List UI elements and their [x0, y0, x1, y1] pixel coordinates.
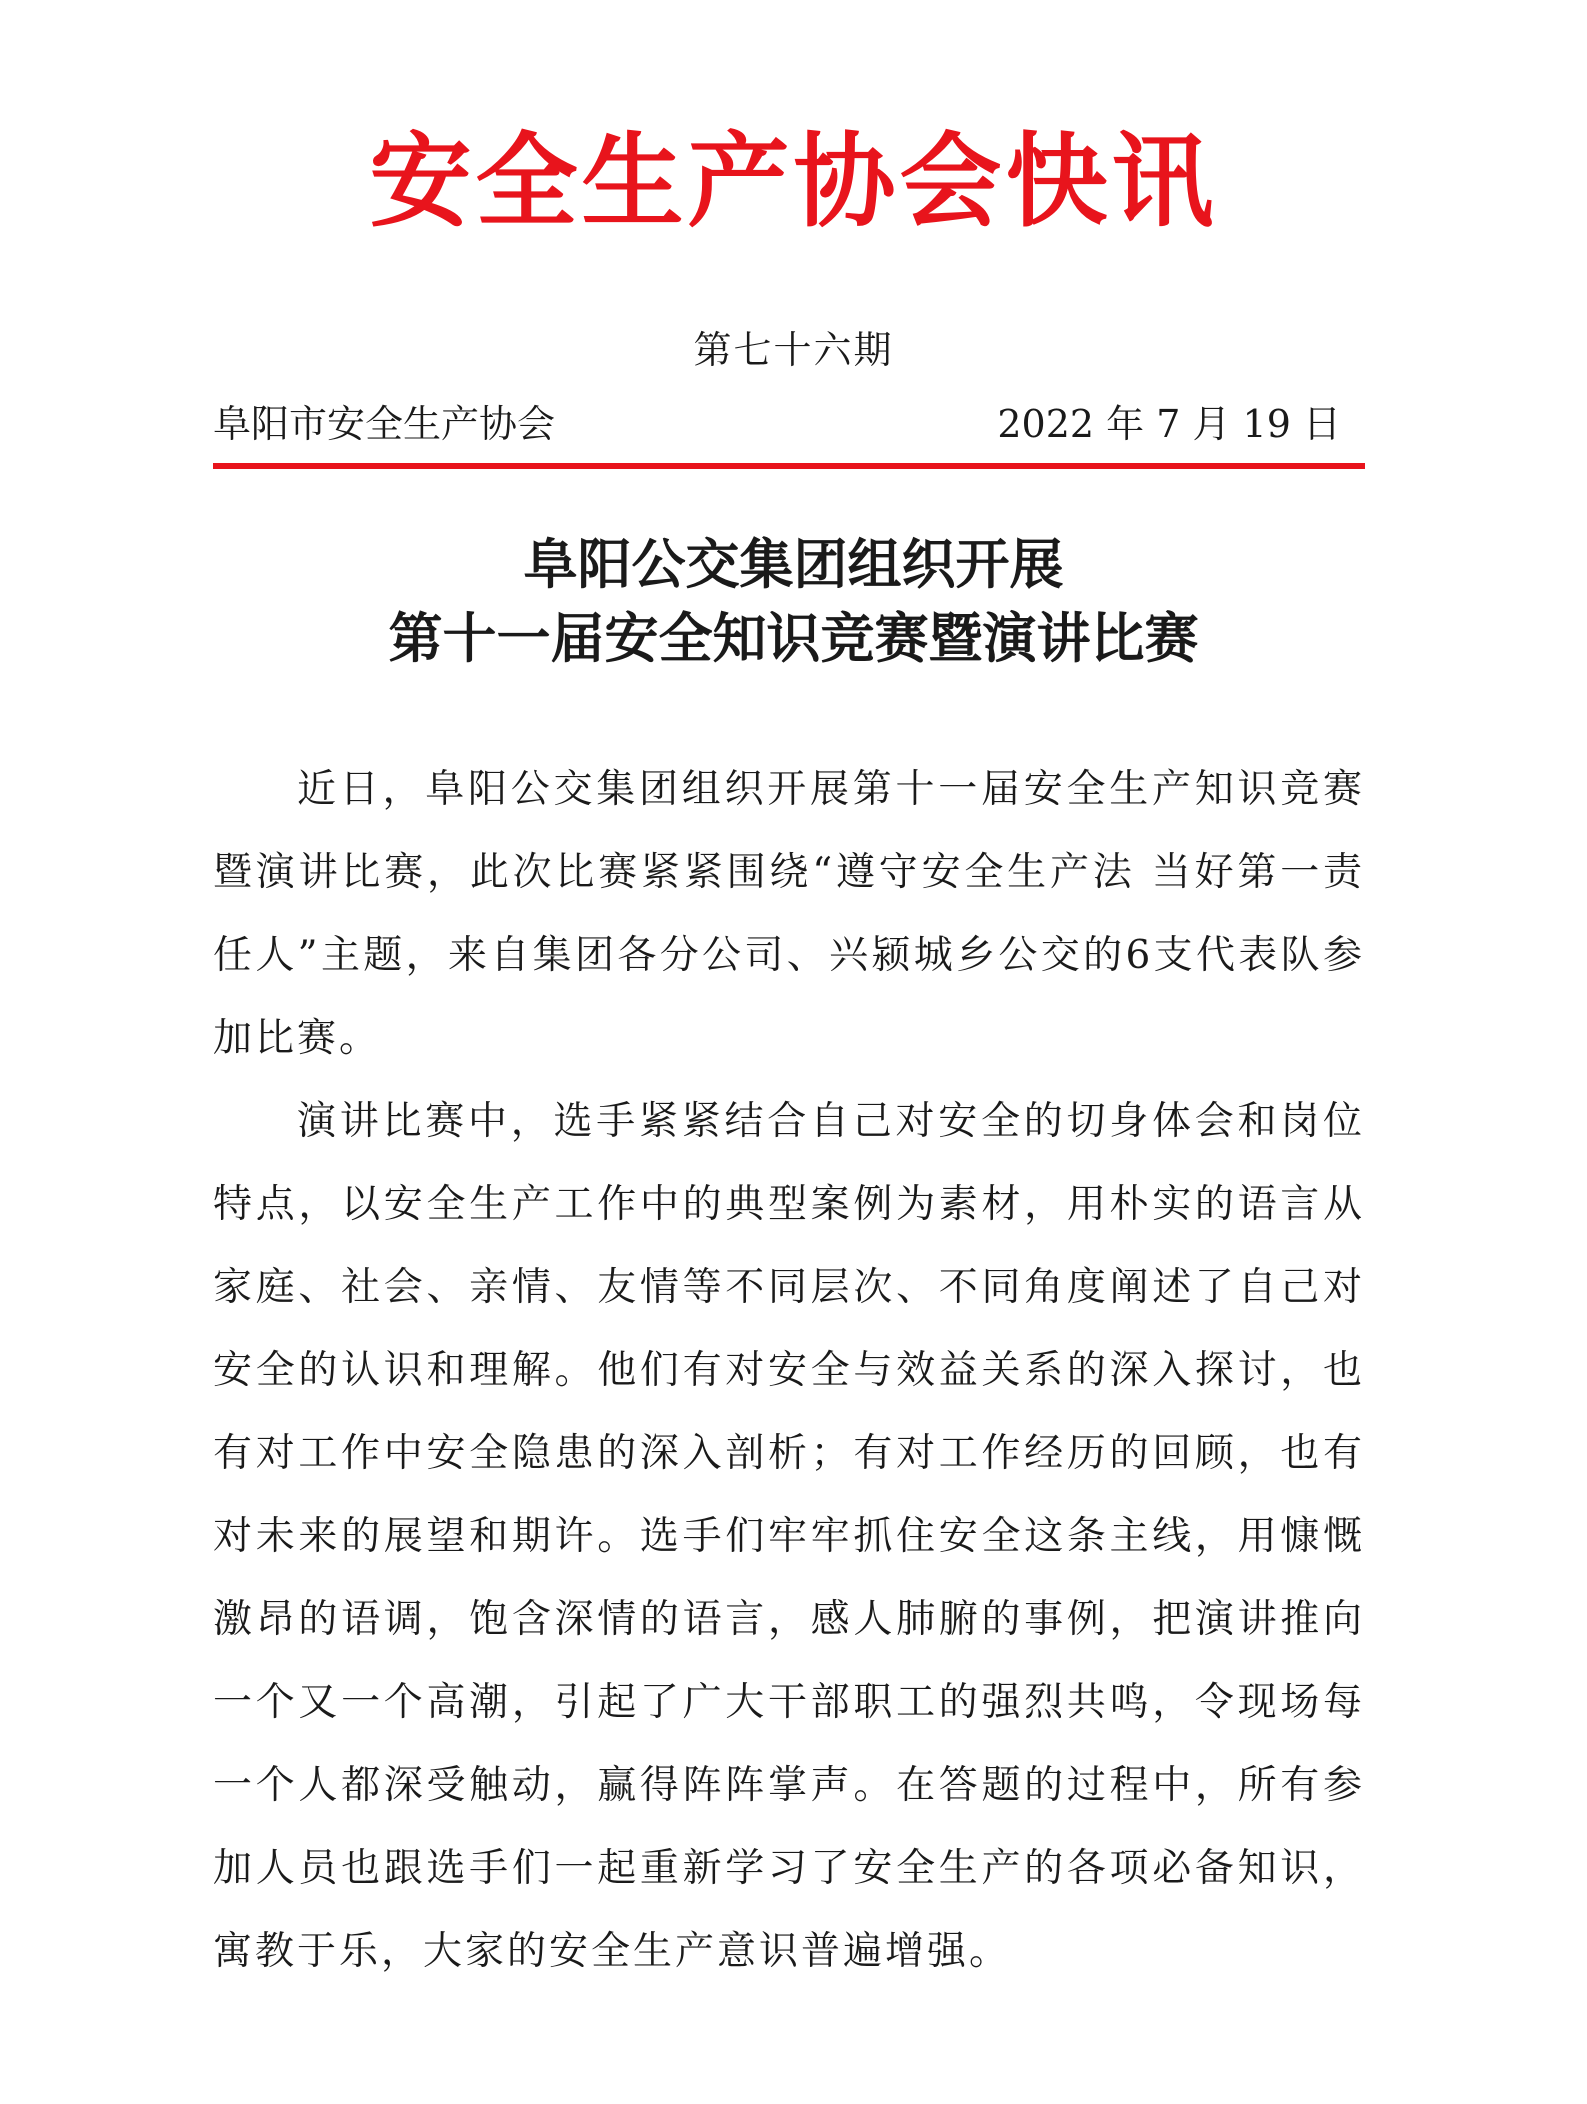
issue-date: 2022 年 7 月 19 日 — [997, 402, 1341, 446]
article-body — [213, 748, 1365, 1993]
paragraph: 演讲比赛中，选手紧紧结合自己对安全的切身体会和岗位特点，以安全生产工作中的典型案例为素材，用朴实的语言从家庭、社会、亲情、友情等不同层次、不同角度阐述了自己对安全的认识和理解。他们有对安全与效益关系的深入探讨，也有对工作中安全隐患的深入剖析；有对工作经历的回顾，也有对未来的展望和期许。选手们牢牢抓住安全这条主线，用慷慨激昂的语调，饱含深情的语言，感人肺腑的事例，把演讲推向一个又一个高潮，引起了广大干部职工的强烈共鸣，令现场每一个人都深受触动，赢得阵阵掌声。在答题的过程中，所有参加人员也跟选手们一起重新学习了安全生产的各项必备知识，寓教于乐，大家的安全生产意识普遍增强。 — [213, 1099, 1365, 1974]
meta-row — [213, 400, 1349, 448]
red-divider-line — [213, 463, 1365, 469]
masthead-title: 安全生产协会快讯 — [369, 123, 1218, 242]
article-title-line-1: 阜阳公交集团组织开展 — [523, 533, 1064, 596]
issue-number: 第七十六期 — [693, 328, 894, 372]
issuing-organization: 阜阳市安全生产协会 — [213, 402, 556, 446]
paragraph: 近日，阜阳公交集团组织开展第十一届安全生产知识竞赛暨演讲比赛，此次比赛紧紧围绕“遵守安全生产法 当好第一责任人”主题，来自集团各分公司、兴颍城乡公交的6支代表队参加比赛。 — [213, 767, 1365, 1061]
article-title — [0, 528, 1587, 676]
article-title-line-2: 第十一届安全知识竞赛暨演讲比赛 — [388, 607, 1199, 670]
